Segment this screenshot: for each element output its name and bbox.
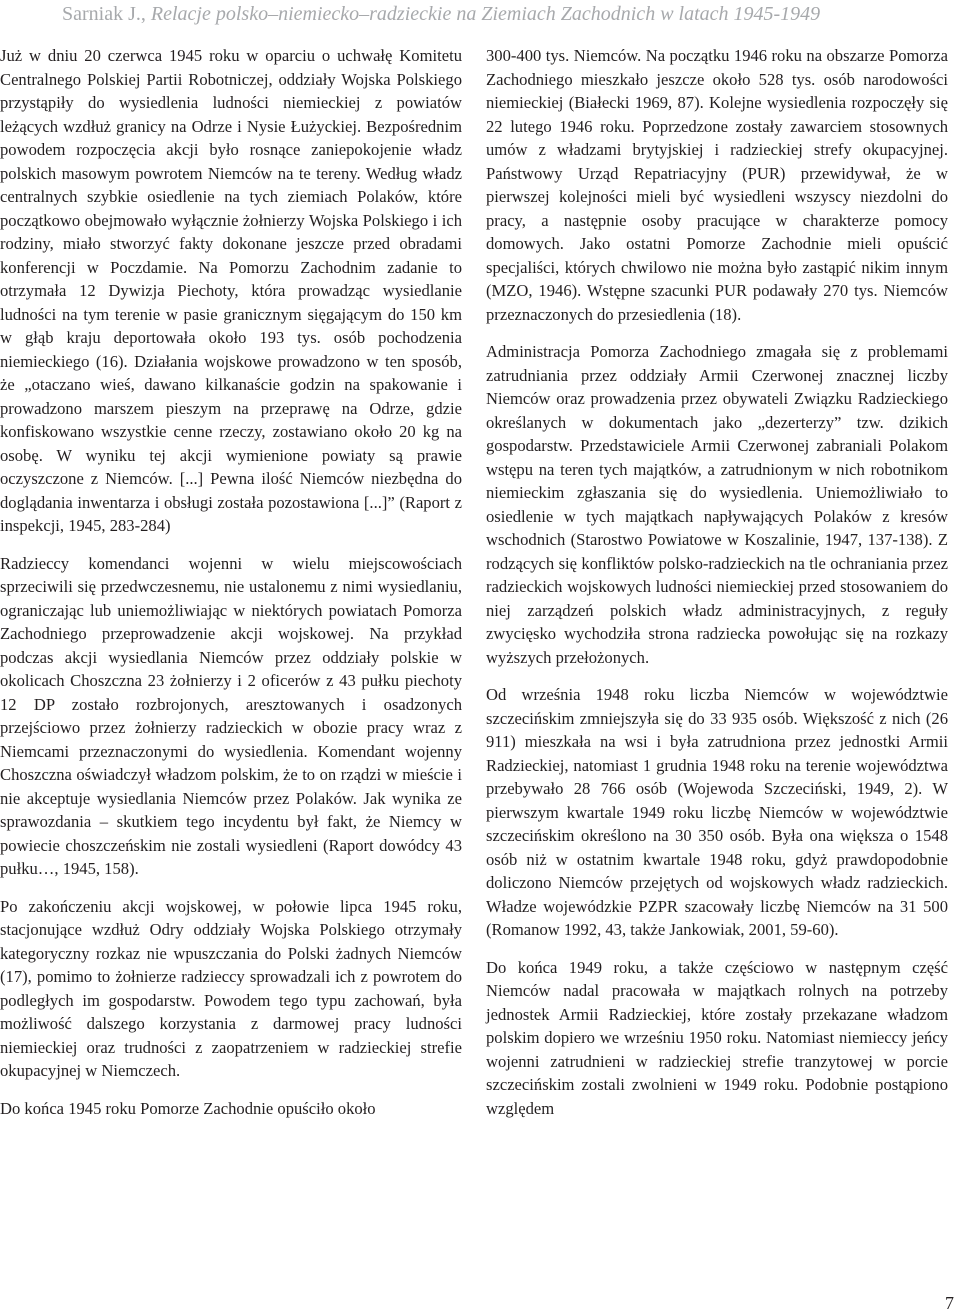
left-column	[0, 44, 462, 1120]
right-column	[486, 44, 948, 1120]
paragraph: 300-400 tys. Niemców. Na początku 1946 roku na obszarze Pomorza Zachodniego mieszkało jeszcze około 528 tys. osób narodowości niemieckiej (Białecki 1969, 87). Kolejne wysiedlenia rozpoczęły się 22 lutego 1946 roku. Poprzedzone zostały zawarciem stosownych umów z władzami brytyjskiej i radzieckiej strefy okupacyjnej. Państwowy Urząd Repatriacyjny (PUR) przewidywał, że w pierwszej kolejności mieli być wysiedleni wszyscy niezdolni do pracy, a następnie osoby pracujące w charakterze pomocy domowych. Jako ostatni Pomorze Zachodnie mieli opuścić specjaliści, których chwilowo nie można było zastąpić nikim innym (MZO, 1946). Wstępne szacunki PUR podawały 270 tys. Niemców przeznaczonych do przesiedlenia (18).	[486, 46, 948, 324]
paragraph: Po zakończeniu akcji wojskowej, w połowie lipca 1945 roku, stacjonujące wzdłuż Odry oddziały Wojska Polskiego otrzymały kategoryczny rozkaz nie wpuszczania do Polski żadnych Niemców (17), pomimo to żołnierze radzieccy sprowadzali ich z powrotem do podległych im gospodarstw. Powodem tego typu zachowań, była możliwość dalszego korzystania z darmowej pracy ludności niemieckiej oraz trudności z zaopatrzeniem w radzieckiej strefie okupacyjnej w Niemczech.	[0, 896, 462, 1080]
page-number: 7	[945, 1293, 954, 1313]
running-header	[62, 2, 820, 26]
header-author: Sarniak J.,	[62, 3, 146, 25]
paragraph: Radzieccy komendanci wojenni w wielu miejscowościach sprzeciwili się przedwczesnemu, nie ustalonemu z nimi wysiedlaniu, ograniczając lub uniemożliwiając w niektórych powiatach Pomorza Zachodniego przeprowadzenie akcji wojskowej. Na przykład podczas akcji wysiedlania Niemców przez oddziały polskie w okolicach Choszczna 23 żołnierzy i 2 oficerów z 43 pułku piechoty 12 DP zostało rozbrojonych, aresztowanych i osadzonych przejściowo przez żołnierzy radzieckich w obozie pracy wraz z Niemcami przeznaczonymi do wysiedlenia. Komendant wojenny Choszczna oświadczył władzom polskim, że to on rządzi w mieście i nie akceptuje wysiedlania Niemców przez Polaków. Jak wynika ze sprawozdania – skutkiem tego incydentu był fakt, że Niemcy w powiecie choszczeńskim nie zostali wysiedleni (Raport dowódcy 43 pułku…, 1945, 158).	[0, 553, 462, 878]
header-title: Relacje polsko–niemiecko–radzieckie na Ziemiach Zachodnich w latach 1945-1949	[150, 3, 821, 25]
paragraph: Do końca 1949 roku, a także częściowo w następnym część Niemców nadal pracowała w majątkach rolnych na potrzeby jednostek Armii Radzieckiej, które zostały przekazane władzom polskim dopiero we wrześniu 1950 roku. Natomiast niemieccy jeńcy wojenni zatrudnieni w radzieckiej strefie tranzytowej w porcie szczecińskim zostali zwolnieni w 1949 roku. Podobnie postąpiono względem	[486, 957, 948, 1118]
paragraph: Do końca 1945 roku Pomorze Zachodnie opuściło około	[0, 1098, 376, 1118]
paragraph: Już w dniu 20 czerwca 1945 roku w oparciu o uchwałę Komitetu Centralnego Polskiej Partii Robotniczej, oddziały Wojska Polskiego przystąpiły do wysiedlenia ludności niemieckiej z powiatów leżących wzdłuż granicy na Odrze i Nysie Łużyckiej. Bezpośrednim powodem rozpoczęcia akcji było rosnące zaniepokojenie władz polskich masowym powrotem Niemców na te tereny. Według władz centralnych szybkie osiedlenie na tych ziemiach Polaków, które początkowo obejmowało wyłącznie żołnierzy Wojska Polskiego i ich rodziny, miało stworzyć fakty dokonane jeszcze przed obradami konferencji w Poczdamie. Na Pomorzu Zachodnim zadanie to otrzymała 12 Dywizja Piechoty, która prowadząc wysiedlanie ludności na tym terenie w pasie granicznym sięgającym do 150 km w głąb kraju deportowała około 193 tys. osób pochodzenia niemieckiego (16). Działania wojskowe prowadzono w ten sposób, że „otaczano wieś, dawano kilkanaście godzin na spakowanie i prowadzono marszem pieszym na przeprawę na Odrze, gdzie konfiskowano wszystkie cenne rzeczy, zostawiano około 20 kg na osobę. W wyniku tej akcji wymienione powiaty są prawie oczyszczone z Niemców. [...] Pewna ilość Niemców niezbędna do doglądania inwentarza i obsługi została pozostawiona [...]” (Raport z inspekcji, 1945, 283-284)	[0, 46, 462, 535]
paragraph: Administracja Pomorza Zachodniego zmagała się z problemami zatrudniania przez oddziały Armii Czerwonej znacznej liczby Niemców oraz prowadzenia przez obywateli Związku Radzieckiego określanych w dokumentach jako „dezerterzy” tzw. dzikich gospodarstw. Przedstawiciele Armii Czerwonej zabraniali Polakom wstępu na teren tych majątków, a zatrudnionym w nich robotnikom niemieckim zgłaszania się do wysiedlenia. Uniemożliwiało to osiedlenie w tych majątkach napływających Polaków z kresów wschodnich (Starostwo Powiatowe w Koszalinie, 1947, 137-138). Z rodzących się konfliktów polsko-radzieckich na tle ochraniania przez radzieckich wojskowych ludności niemieckiej przed stosowaniem do niej zarządzeń polskich władz administracyjnych, z reguły zwycięsko wychodziła strona radziecka powołując się na rozkazy wyższych przełożonych.	[486, 342, 948, 667]
paragraph: Od września 1948 roku liczba Niemców w województwie szczecińskim zmniejszyła się do 33 935 osób. Większość z nich (26 911) mieszkała na wsi i była zatrudniona przez jednostki Armii Radzieckiej, natomiast 1 grudnia 1948 roku na terenie województwa przebywało 28 766 osób (Wojewoda Szczeciński, 1949, 2). W pierwszym kwartale 1949 roku liczbę Niemców w województwie szczecińskim określono na 30 350 osób. Była ona większa o 1548 osób niż w ostatnim kwartale 1948 roku, gdyż prawdopodobnie doliczono Niemców przejętych od wojskowych władz radzieckich. Władze wojewódzkie PZPR szacowały liczbę Niemców na 31 500 (Romanow 1992, 43, także Jankowiak, 2001, 59-60).	[486, 685, 948, 939]
